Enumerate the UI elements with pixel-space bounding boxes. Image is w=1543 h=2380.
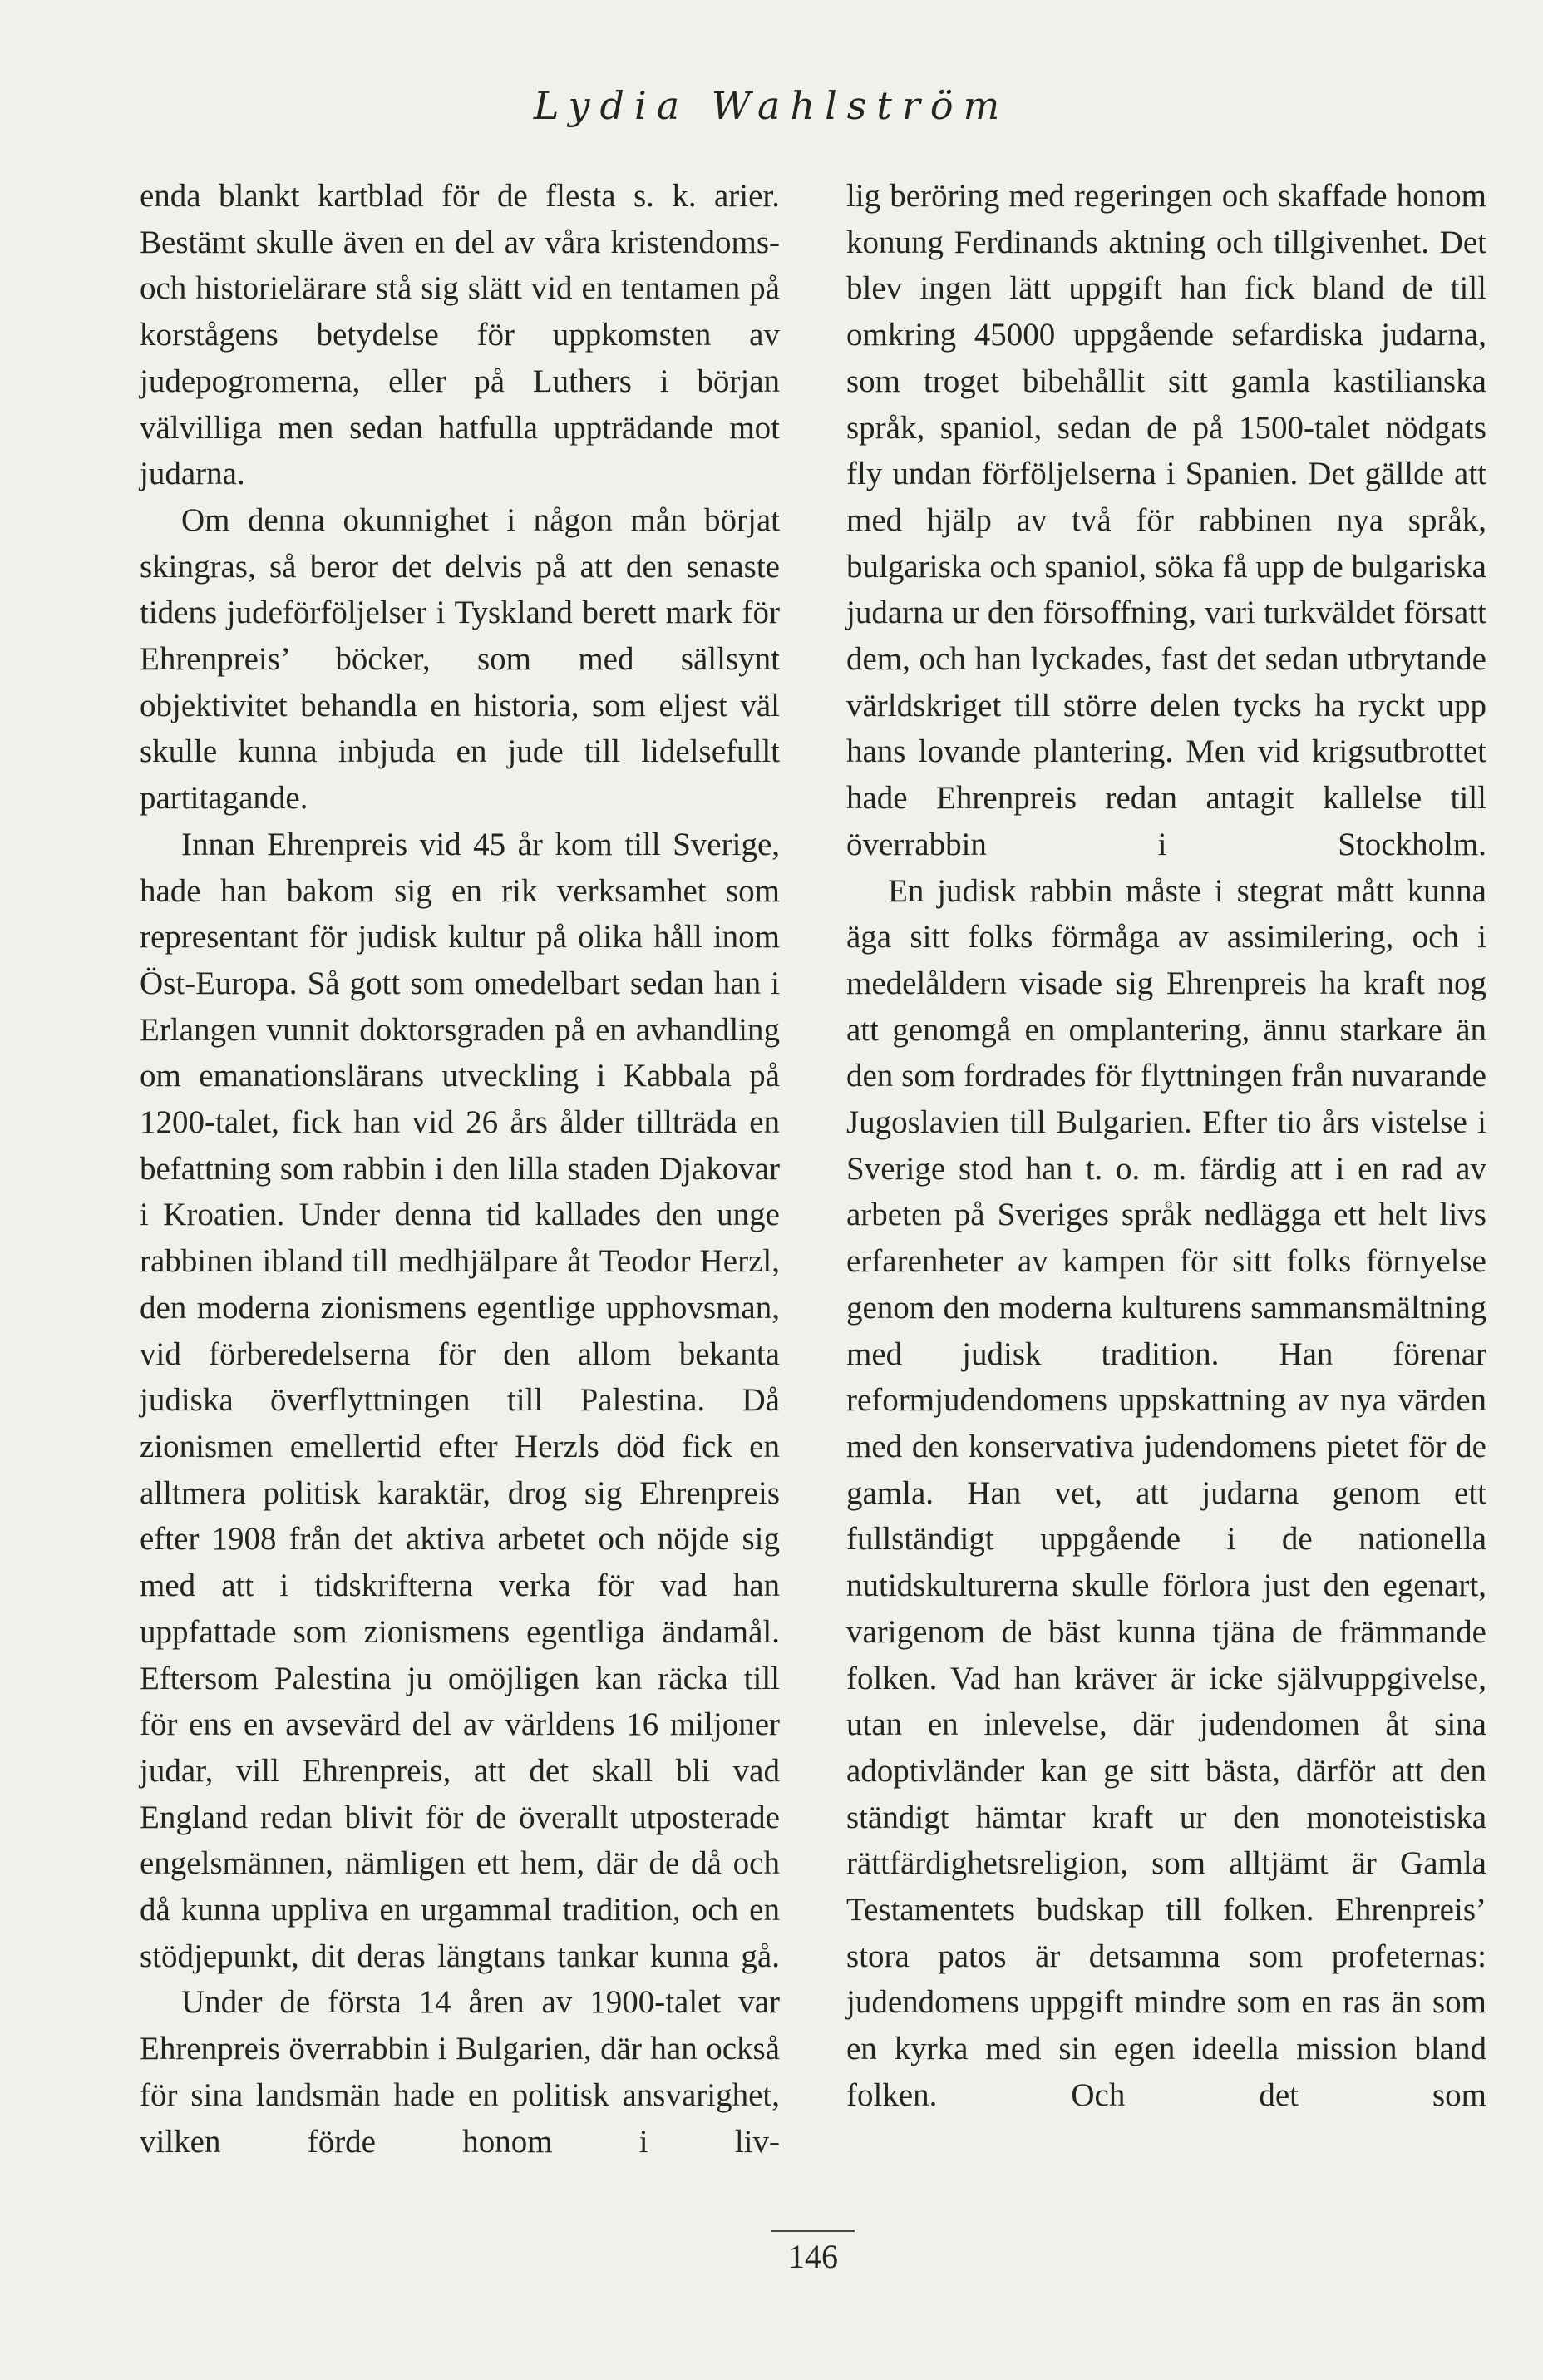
paragraph: Under de första 14 åren av 1900-talet var Ehrenpreis överrabbin i Bulgarien, där han också för sina landsmän hade en politisk ansvarighet, vilken förde honom i liv- [140,1984,780,2160]
paragraph: Innan Ehrenpreis vid 45 år kom till Sverige, hade han bakom sig en rik verksamhet som representant för judisk kultur på olika håll inom Öst-Europa. Så gott som omedelbart sedan han i Erlangen vunnit doktorsgraden på en avhandling om emanationslärans utveckling i Kabbala på 1200-talet, fick han vid 26 års ålder tillträda en befattning som rabbin i den lilla staden Djakovar i Kroatien. Under denna tid kallades den unge rabbinen ibland till medhjälpare åt Teodor Herzl, den moderna zionismens egentlige upphovsman, vid förberedelserna för den allom bekanta judiska överflyttningen till Palestina. Då zionismen emellertid efter Herzls död fick en alltmera politisk karaktär, drog sig Ehrenpreis efter 1908 från det aktiva arbetet och nöjde sig med att i tidskrifterna verka för vad han uppfattade som zionismens egentliga ändamål. Eftersom Palestina ju omöjligen kan räcka till för ens en avsevärd del av världens 16 miljoner judar, vill Ehrenpreis, att det skall bli vad England redan blivit för de överallt utposterade engelsmännen, nämligen ett hem, där de då och då kunna uppliva en urgammal tradition, och en stödjepunkt, dit deras längtans tankar kunna gå. [140,826,780,1974]
running-header-author: Lydia Wahlström [533,83,1010,128]
page-number: 146 [788,2238,838,2275]
left-text-column [140,173,780,2165]
paragraph: lig beröring med regeringen och skaffade honom konung Ferdinands aktning och tillgivenhet. Det blev ingen lätt uppgift han fick bland de till omkring 45000 uppgående sefardiska judarna, som troget bibehållit sitt gamla kastilianska språk, spaniol, sedan de på 1500-talet nödgats fly undan förföljelserna i Spanien. Det gällde att med hjälp av två för rabbinen nya språk, bulgariska och spaniol, söka få upp de bulgariska judarna ur den försoffning, vari turkväldet försatt dem, och han lyckades, fast det sedan utbrytande världskriget till större delen tycks ha ryckt upp hans lovande plantering. Men vid krigsutbrottet hade Ehrenpreis redan antagit kallelse till överrabbin i Stockholm. [846,178,1486,862]
page-number-rule [772,2230,855,2232]
paragraph: enda blankt kartblad för de flesta s. k. arier. Bestämt skulle även en del av våra kristendoms- och historielärare stå sig slätt vid en tentamen på korstågens betydelse för uppkomsten av judepogromerna, eller på Luthers i början välvilliga men sedan hatfulla uppträdande mot judarna. [140,178,780,492]
paragraph: Om denna okunnighet i någon mån börjat skingras, så beror det delvis på att den senaste tidens judeförföljelser i Tyskland berett mark för Ehrenpreis’ böcker, som med sällsynt objektivitet behandla en historia, som eljest väl skulle kunna inbjuda en jude till lidelsefullt partitagande. [140,501,780,817]
paragraph: En judisk rabbin måste i stegrat mått kunna äga sitt folks förmåga av assimilering, och i medelåldern visade sig Ehrenpreis ha kraft nog att genomgå en omplantering, ännu starkare än den som fordrades för flyttningen från nuvarande Jugoslavien till Bulgarien. Efter tio års vistelse i Sverige stod han t. o. m. färdig att i en rad av arbeten på Sveriges språk nedlägga ett helt livs erfarenheter av kampen för sitt folks förnyelse genom den moderna kulturens sammansmältning med judisk tradition. Han förenar reformjudendomens uppskattning av nya värden med den konservativa judendomens pietet för de gamla. Han vet, att judarna genom ett fullständigt uppgående i de nationella nutidskulturerna skulle förlora just den egenart, varigenom de bäst kunna tjäna de främmande folken. Vad han kräver är icke självuppgivelse, utan en inlevelse, där judendomen åt sina adoptivländer kan ge sitt bästa, därför att den ständigt hämtar kraft ur den monoteistiska rättfärdighetsreligion, som alltjämt är Gamla Testamentets budskap till folken. Ehrenpreis’ stora patos är detsamma som profeternas: judendomens uppgift mindre som en ras än som en kyrka med sin egen ideella mission bland folken. Och det som [846,872,1486,2113]
right-text-column [846,173,1486,2119]
